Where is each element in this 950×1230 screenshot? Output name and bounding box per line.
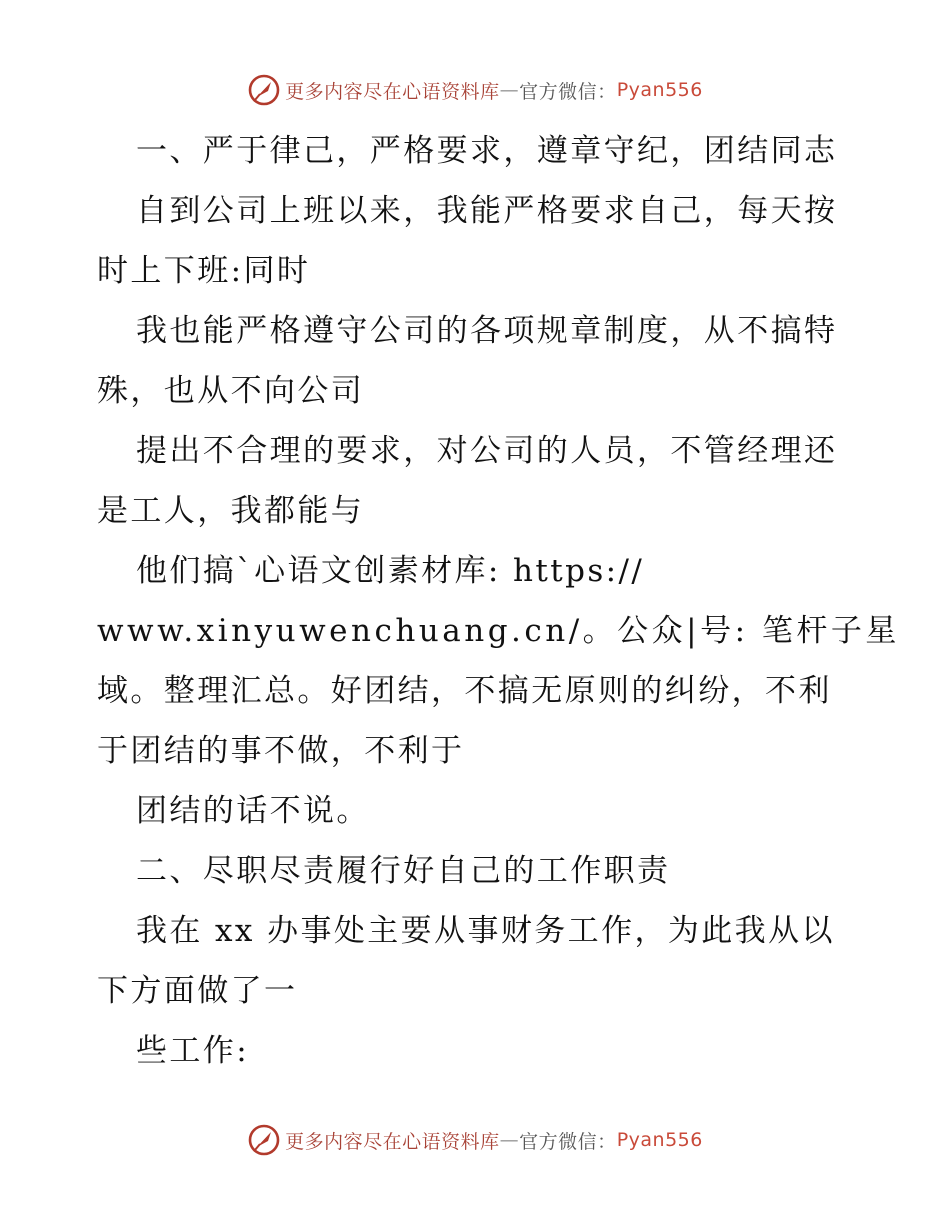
text-line: 他们搞`心语文创素材库: https:// bbox=[136, 553, 645, 589]
text-line: www.xinyuwenchuang.cn/。公众|号: 笔杆子星 bbox=[97, 613, 900, 649]
watermark-dash: — bbox=[499, 1129, 520, 1151]
text-line: 殊，也从不向公司 bbox=[97, 373, 365, 409]
quill-logo-icon bbox=[247, 1123, 281, 1157]
watermark-main: 更多内容尽在心语资料库 bbox=[285, 1130, 500, 1153]
text-line: 些工作: bbox=[136, 1033, 250, 1069]
text-line: 是工人，我都能与 bbox=[97, 493, 365, 529]
watermark-official: 官方微信： bbox=[519, 1130, 617, 1153]
watermark-main: 更多内容尽在心语资料库 bbox=[285, 80, 500, 103]
text-line: 我在 xx 办事处主要从事财务工作，为此我从以 bbox=[136, 913, 835, 949]
text-line: 一、严于律己，严格要求，遵章守纪，团结同志 bbox=[136, 133, 838, 169]
text-line: 团结的话不说。 bbox=[136, 793, 370, 829]
watermark-id: Pyan556 bbox=[616, 79, 703, 101]
text-line: 提出不合理的要求，对公司的人员，不管经理还 bbox=[136, 433, 838, 469]
text-line: 下方面做了一 bbox=[97, 973, 298, 1009]
text-line: 时上下班:同时 bbox=[97, 253, 311, 289]
text-line: 自到公司上班以来，我能严格要求自己，每天按 bbox=[136, 193, 838, 229]
header-watermark bbox=[0, 70, 950, 110]
quill-logo-icon bbox=[247, 73, 281, 107]
watermark-id: Pyan556 bbox=[616, 1129, 703, 1151]
document-body bbox=[97, 121, 900, 1081]
text-line: 二、尽职尽责履行好自己的工作职责 bbox=[136, 853, 671, 889]
watermark-dash: — bbox=[499, 79, 520, 101]
watermark-official: 官方微信： bbox=[519, 80, 617, 103]
text-line: 我也能严格遵守公司的各项规章制度，从不搞特 bbox=[136, 313, 838, 349]
footer-watermark bbox=[0, 1120, 950, 1160]
text-line: 域。整理汇总。好团结，不搞无原则的纠纷，不利 bbox=[97, 673, 832, 709]
text-line: 于团结的事不做，不利于 bbox=[97, 733, 465, 769]
